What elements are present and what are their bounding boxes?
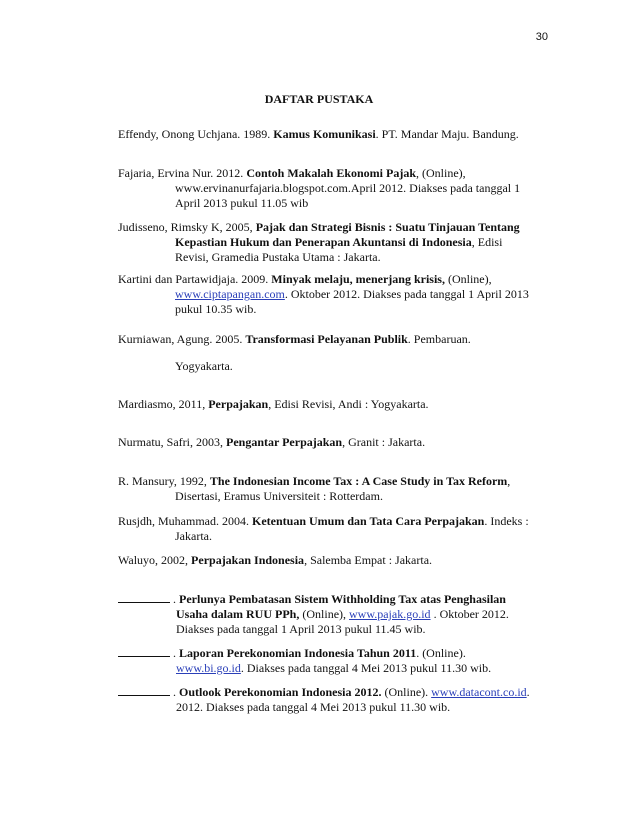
ref-title: Ketentuan Umum dan Tata Cara Perpajakan xyxy=(252,514,485,528)
ref-title: Minyak melaju, menerjang krisis, xyxy=(271,272,445,286)
ref-title: Pajak dan Strategi Bisnis : Suatu Tinjauan Tentang xyxy=(255,220,520,234)
ref-time-line: pukul 10.35 wib. xyxy=(175,302,257,316)
ref-author: Rusjdh, Muhammad. 2004. xyxy=(118,514,252,528)
author-dash xyxy=(118,685,170,696)
ref-title: Perpajakan Indonesia xyxy=(191,553,305,567)
ref-publisher: , Salemba Empat : Jakarta. xyxy=(304,553,433,567)
ref-access-line: 2012. Diakses pada tanggal 4 Mei 2013 pukul 11.30 wib. xyxy=(176,700,451,714)
ref-source: , (Online), xyxy=(416,166,466,180)
ref-publisher: . Indeks : xyxy=(484,514,529,528)
reference-kurniawan-city xyxy=(118,359,553,374)
ref-punct-end: . xyxy=(526,685,530,699)
ref-author: Waluyo, 2002, xyxy=(118,553,192,567)
reference-nurmatu xyxy=(118,435,553,450)
ref-access-line: April 2013 pukul 11.05 wib xyxy=(175,196,309,210)
page-number: 30 xyxy=(535,31,548,43)
ref-author: Effendy, Onong Uchjana. 1989. xyxy=(118,127,274,141)
ref-publisher: Disertasi, Eramus Universiteit : Rotterdam. xyxy=(175,489,383,503)
ref-source: . (Online). xyxy=(416,646,466,660)
ref-publisher: . Pembaruan. xyxy=(407,332,471,346)
ref-punct: . xyxy=(173,592,179,606)
reference-kartini xyxy=(118,272,553,317)
ref-link[interactable]: www.datacont.co.id xyxy=(431,685,527,699)
ref-title: The Indonesian Income Tax : A Case Study in Tax Reform xyxy=(209,474,508,488)
ref-publisher: , Edisi Revisi, Andi : Yogyakarta. xyxy=(268,397,429,411)
ref-title: Transformasi Pelayanan Publik xyxy=(245,332,408,346)
ref-author: Nurmatu, Safri, 2003, xyxy=(118,435,226,449)
ref-date: . Oktober 2012. xyxy=(430,607,509,621)
reference-mansury xyxy=(118,474,553,504)
author-dash xyxy=(118,592,170,603)
reference-pajak xyxy=(118,592,553,637)
ref-author: Kartini dan Partawidjaja. 2009. xyxy=(118,272,272,286)
ref-punct: , xyxy=(507,474,511,488)
ref-link[interactable]: www.pajak.go.id xyxy=(349,607,431,621)
ref-access-line: . Oktober 2012. Diakses pada tanggal 1 April 2013 xyxy=(284,287,529,301)
ref-publisher: . PT. Mandar Maju. Bandung. xyxy=(375,127,519,141)
ref-author: Fajaria, Ervina Nur. 2012. xyxy=(118,166,247,180)
ref-author: Kurniawan, Agung. 2005. xyxy=(118,332,246,346)
ref-access-line: Diakses pada tanggal 1 April 2013 pukul 11.45 wib. xyxy=(176,622,426,636)
ref-url-line: www.ervinanurfajaria.blogspot.com.April 2012. Diakses pada tanggal 1 xyxy=(175,181,521,195)
ref-title: Pengantar Perpajakan xyxy=(225,435,343,449)
page-title: DAFTAR PUSTAKA xyxy=(264,92,374,106)
ref-link[interactable]: www.ciptapangan.com xyxy=(175,287,285,301)
ref-access-line: . Diakses pada tanggal 4 Mei 2013 pukul 11.30 wib. xyxy=(240,661,492,675)
author-dash xyxy=(118,646,170,657)
ref-punct: . xyxy=(173,685,179,699)
ref-author: R. Mansury, 1992, xyxy=(118,474,210,488)
ref-edition: , Edisi xyxy=(471,235,503,249)
ref-title: Perlunya Pembatasan Sistem Withholding Tax atas Penghasilan xyxy=(179,592,506,606)
reference-fajaria xyxy=(118,166,553,211)
ref-city: Jakarta. xyxy=(175,529,212,543)
ref-publisher: , Granit : Jakarta. xyxy=(342,435,426,449)
reference-kurniawan xyxy=(118,332,553,347)
ref-source: (Online), xyxy=(299,607,350,621)
ref-source: (Online). xyxy=(381,685,432,699)
ref-city: Yogyakarta. xyxy=(175,359,233,373)
reference-datacon xyxy=(118,685,553,715)
ref-source: (Online), xyxy=(444,272,492,286)
ref-title: Perpajakan xyxy=(208,397,269,411)
ref-title: Kamus Komunikasi xyxy=(273,127,376,141)
ref-link[interactable]: www.bi.go.id xyxy=(176,661,241,675)
ref-publisher: Revisi, Gramedia Pustaka Utama : Jakarta. xyxy=(175,250,381,264)
ref-author: Mardiasmo, 2011, xyxy=(118,397,209,411)
reference-mardiasmo xyxy=(118,397,553,412)
ref-author: Judisseno, Rimsky K, 2005, xyxy=(118,220,256,234)
reference-effendy xyxy=(118,127,553,142)
ref-title-cont: Kepastian Hukum dan Penerapan Akuntansi di Indonesia xyxy=(175,235,472,249)
ref-title: Contoh Makalah Ekonomi Pajak xyxy=(246,166,417,180)
reference-rusjdh xyxy=(118,514,553,544)
ref-title: Outlook Perekonomian Indonesia 2012. xyxy=(179,685,382,699)
ref-punct: . xyxy=(173,646,179,660)
ref-title-cont: Usaha dalam RUU PPh, xyxy=(176,607,300,621)
reference-bi xyxy=(118,646,553,676)
reference-waluyo xyxy=(118,553,553,568)
reference-judisseno xyxy=(118,220,553,265)
ref-title: Laporan Perekonomian Indonesia Tahun 2011 xyxy=(179,646,417,660)
